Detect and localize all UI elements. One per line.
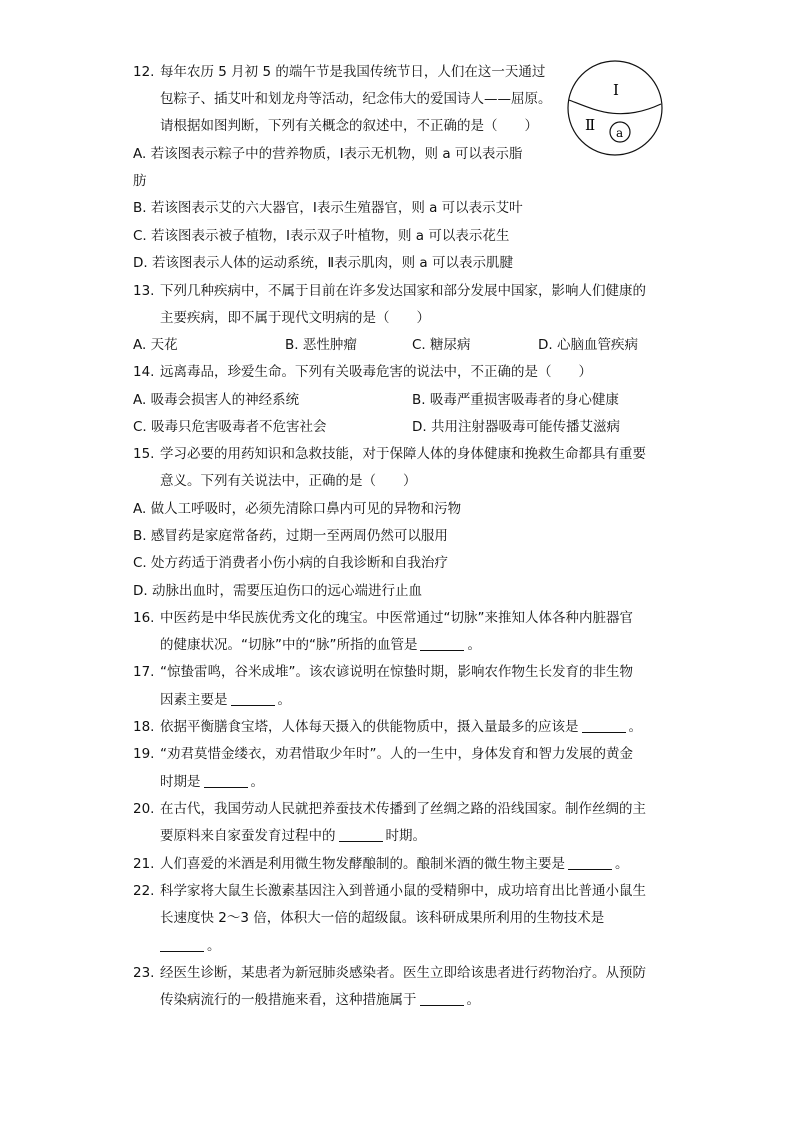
question-text-tail: 时期。 <box>385 828 426 844</box>
question-text: 意义。下列有关说法中，正确的是（ ） <box>160 473 417 489</box>
question-text-part: 要原料来自家蚕发育过程中的 <box>160 828 336 844</box>
question-number: 19. <box>133 746 155 762</box>
answer-blank <box>420 991 464 1006</box>
question-text <box>160 717 642 737</box>
question-text: 请根据如图判断，下列有关概念的叙述中，不正确的是（ ） <box>160 118 538 134</box>
option-a: A. 做人工呼吸时，必须先清除口鼻内可见的异物和污物 <box>133 501 462 517</box>
question-text: “劝君莫惜金缕衣，劝君惜取少年时”。人的一生中，身体发育和智力发展的黄金 <box>160 746 633 762</box>
question-number: 23. <box>133 965 155 981</box>
option-c: C. 处方药适于消费者小伤小病的自我诊断和自我治疗 <box>133 555 449 571</box>
question-number: 22. <box>133 883 155 899</box>
question-number: 20. <box>133 801 155 817</box>
answer-blank <box>568 855 612 870</box>
answer-blank <box>582 718 626 733</box>
question-text: 中医药是中华民族优秀文化的瑰宝。中医常通过“切脉”来推知人体各种内脏器官 <box>160 610 633 626</box>
question-text-tail: 。 <box>467 637 481 653</box>
answer-blank <box>339 827 383 842</box>
question-number: 16. <box>133 610 155 626</box>
option-c: C. 糖尿病 <box>412 337 471 353</box>
option-a: A. 若该图表示粽子中的营养物质，Ⅰ表示无机物，则 a 可以表示脂 <box>133 146 523 162</box>
question-text: 经医生诊断，某患者为新冠肺炎感染者。医生立即给该患者进行药物治疗。从预防 <box>160 965 646 981</box>
option-d: D. 心脑血管疾病 <box>538 337 638 353</box>
concept-diagram <box>565 58 665 158</box>
question-number: 18. <box>133 719 155 735</box>
question-number: 17. <box>133 664 155 680</box>
option-a: A. 天花 <box>133 337 178 353</box>
option-d: D. 共用注射器吸毒可能传播艾滋病 <box>412 419 620 435</box>
option-b: B. 感冒药是家庭常备药，过期一至两周仍然可以服用 <box>133 528 448 544</box>
question-text <box>160 772 264 792</box>
question-number: 12. <box>133 64 155 80</box>
question-text-part: 依据平衡膳食宝塔，人体每天摄入的供能物质中，摄入量最多的应该是 <box>160 719 579 735</box>
question-text-tail: 。 <box>466 992 480 1008</box>
dividing-curve <box>569 100 661 114</box>
question-text: 在古代，我国劳动人民就把养蚕技术传播到了丝绸之路的沿线国家。制作丝绸的主 <box>160 801 646 817</box>
option-c: C. 若该图表示被子植物，Ⅰ表示双子叶植物，则 a 可以表示花生 <box>133 228 510 244</box>
option-a: A. 吸毒会损害人的神经系统 <box>133 392 300 408</box>
question-text-part: 的健康状况。“切脉”中的“脉”所指的血管是 <box>160 637 418 653</box>
question-text <box>160 690 291 710</box>
answer-blank <box>160 937 204 952</box>
question-text: 包粽子、插艾叶和划龙舟等活动，纪念伟大的爱国诗人——屈原。 <box>160 91 552 107</box>
question-text-tail: 。 <box>615 856 629 872</box>
answer-blank <box>420 636 464 651</box>
question-text <box>160 826 426 846</box>
answer-blank <box>231 691 275 706</box>
question-text <box>160 936 221 956</box>
region-label-1: Ⅰ <box>613 81 619 99</box>
question-text: 下列几种疾病中，不属于目前在许多发达国家和部分发展中国家，影响人们健康的 <box>160 283 646 299</box>
question-text-tail: 。 <box>250 774 264 790</box>
question-text-tail: 。 <box>277 692 291 708</box>
question-text <box>160 990 480 1010</box>
question-text-tail: 。 <box>207 938 221 954</box>
question-text-part: 人们喜爱的米酒是利用微生物发酵酿制的。酿制米酒的微生物主要是 <box>160 856 565 872</box>
inner-label-a: a <box>616 126 624 140</box>
question-text <box>160 854 629 874</box>
question-text: 学习必要的用药知识和急救技能，对于保障人体的身体健康和挽救生命都具有重要 <box>160 446 646 462</box>
question-text: 长速度快 2～3 倍，体积大一倍的超级鼠。该科研成果所利用的生物技术是 <box>160 910 605 926</box>
option-a-continued: 肪 <box>133 173 147 189</box>
question-number: 14. <box>133 364 155 380</box>
question-text <box>160 635 481 655</box>
question-text: 科学家将大鼠生长激素基因注入到普通小鼠的受精卵中，成功培育出比普通小鼠生 <box>160 883 646 899</box>
question-number: 15. <box>133 446 155 462</box>
question-text: 远离毒品，珍爱生命。下列有关吸毒危害的说法中，不正确的是（ ） <box>160 364 592 380</box>
region-label-2: Ⅱ <box>585 116 596 134</box>
question-text: 每年农历 5 月初 5 的端午节是我国传统节日，人们在这一天通过 <box>160 64 546 80</box>
question-text: “惊蛰雷鸣，谷米成堆”。该农谚说明在惊蛰时期，影响农作物生长发育的非生物 <box>160 664 633 680</box>
option-d: D. 动脉出血时，需要压迫伤口的远心端进行止血 <box>133 583 422 599</box>
question-text: 主要疾病，即不属于现代文明病的是（ ） <box>160 310 430 326</box>
option-d: D. 若该图表示人体的运动系统，Ⅱ表示肌肉，则 a 可以表示肌腱 <box>133 255 513 271</box>
question-number: 21. <box>133 856 155 872</box>
option-b: B. 吸毒严重损害吸毒者的身心健康 <box>412 392 619 408</box>
option-b: B. 恶性肿瘤 <box>285 337 357 353</box>
answer-blank <box>204 773 248 788</box>
question-text-part: 因素主要是 <box>160 692 228 708</box>
option-b: B. 若该图表示艾的六大器官，Ⅰ表示生殖器官，则 a 可以表示艾叶 <box>133 200 523 216</box>
question-text-part: 传染病流行的一般措施来看，这种措施属于 <box>160 992 417 1008</box>
question-text-tail: 。 <box>628 719 642 735</box>
question-number: 13. <box>133 283 155 299</box>
option-c: C. 吸毒只危害吸毒者不危害社会 <box>133 419 327 435</box>
question-text-part: 时期是 <box>160 774 201 790</box>
